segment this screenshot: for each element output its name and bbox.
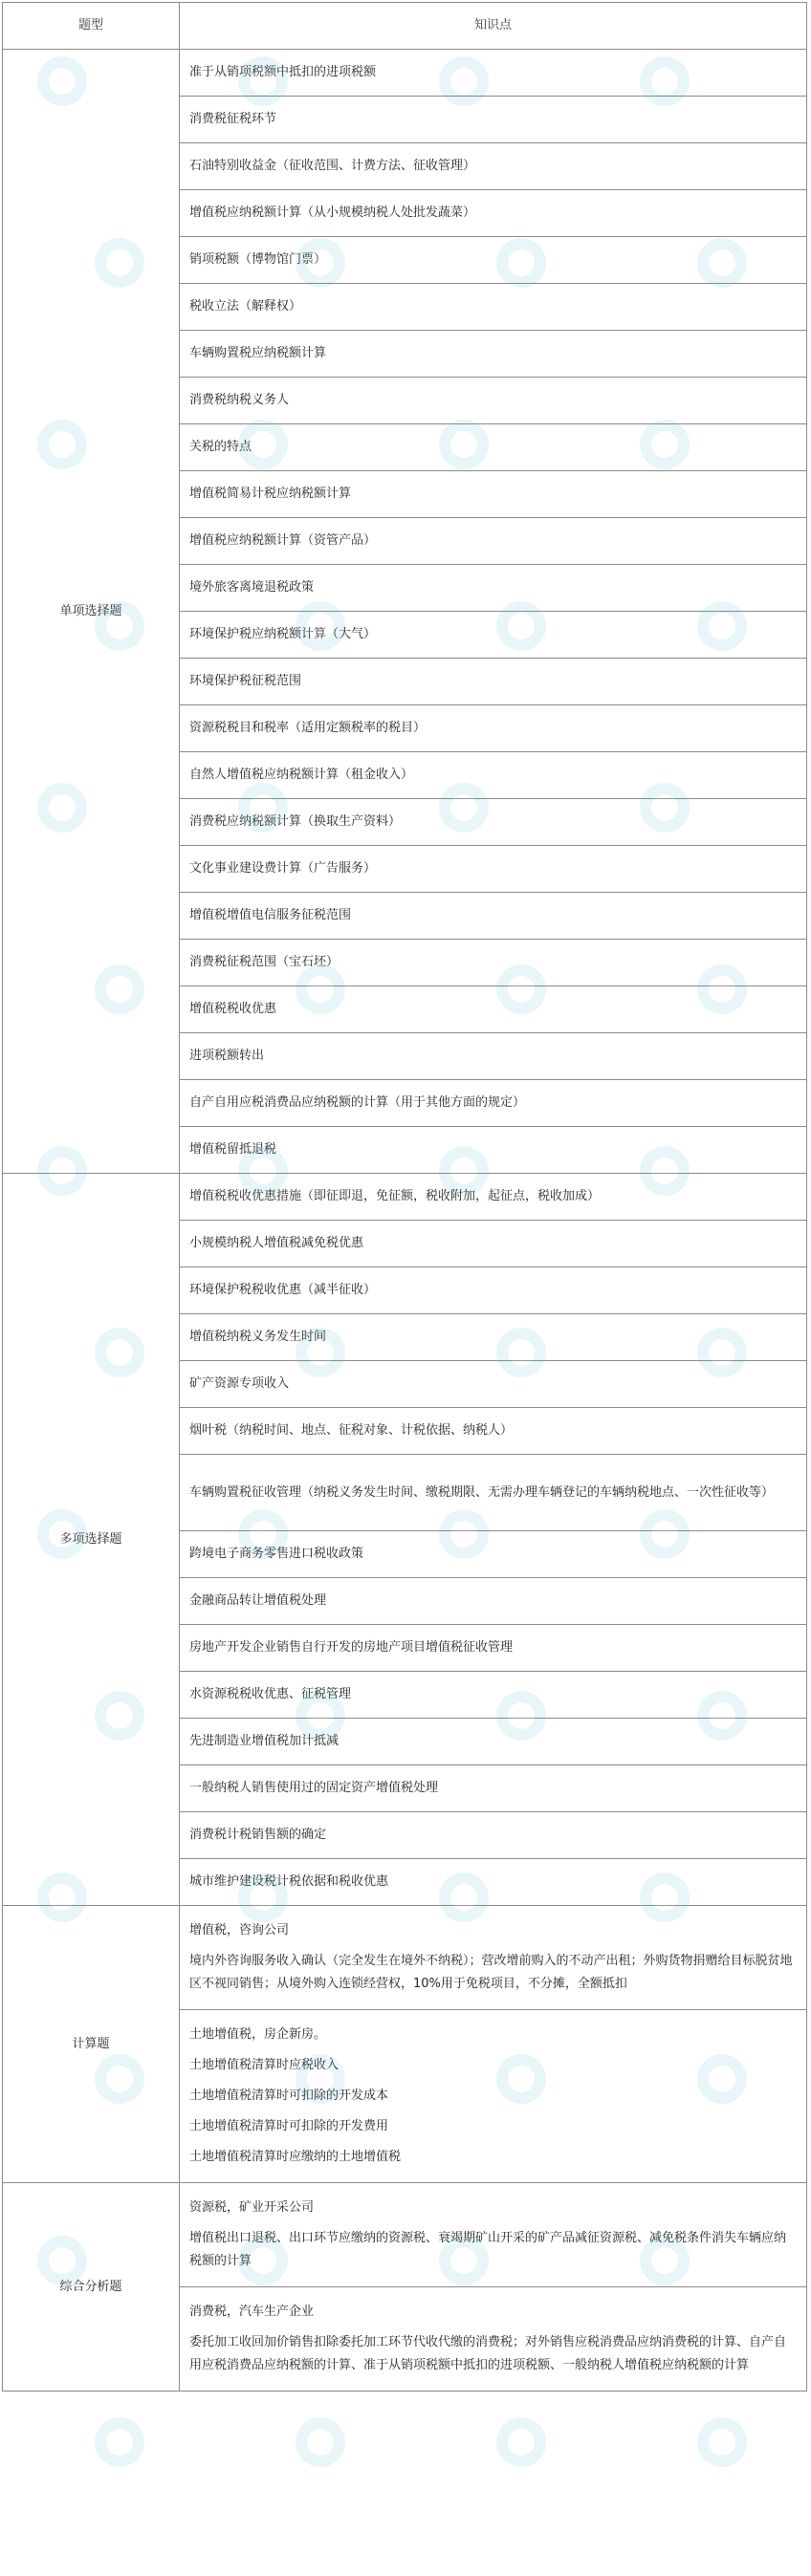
knowledge-point-cell: 消费税应纳税额计算（换取生产资料） — [180, 799, 807, 846]
header-question-type: 题型 — [3, 3, 180, 50]
knowledge-point-cell: 消费税征税环节 — [180, 97, 807, 143]
knowledge-point-block — [180, 2010, 807, 2183]
knowledge-point-cell: 环境保护税应纳税额计算（大气） — [180, 612, 807, 659]
knowledge-point-paragraph: 土地增值税清算时可扣除的开发成本 — [189, 2089, 389, 2103]
knowledge-point-cell: 增值税增值电信服务征税范围 — [180, 893, 807, 940]
knowledge-point-paragraph: 境内外咨询服务收入确认（完全发生在境外不纳税）；营改增前购入的不动产出租；外购货物捐赠给目标脱贫地区不视同销售；从境外购入连锁经营权，10%用于免税项目，不分摊，全额抵扣 — [189, 1954, 793, 1991]
knowledge-point-cell: 车辆购置税应纳税额计算 — [180, 331, 807, 378]
header-knowledge-point: 知识点 — [180, 3, 807, 50]
watermark-logo-icon — [689, 2409, 756, 2476]
knowledge-point-cell: 房地产开发企业销售自行开发的房地产项目增值税征收管理 — [180, 1625, 807, 1672]
knowledge-point-cell: 水资源税税收优惠、征税管理 — [180, 1672, 807, 1719]
question-type-cell: 综合分析题 — [3, 2183, 180, 2392]
knowledge-point-cell: 增值税应纳税额计算（从小规模纳税人处批发蔬菜） — [180, 190, 807, 237]
knowledge-point-cell: 增值税税收优惠措施（即征即退，免征额，税收附加，起征点，税收加成） — [180, 1174, 807, 1221]
question-type-cell: 单项选择题 — [3, 50, 180, 1174]
knowledge-point-cell: 增值税留抵退税 — [180, 1127, 807, 1174]
knowledge-point-cell: 销项税额（博物馆门票） — [180, 237, 807, 284]
knowledge-point-cell: 小规模纳税人增值税减免税优惠 — [180, 1221, 807, 1267]
knowledge-point-cell: 金融商品转让增值税处理 — [180, 1578, 807, 1625]
knowledge-point-cell: 消费税纳税义务人 — [180, 378, 807, 424]
knowledge-point-cell: 跨境电子商务零售进口税收政策 — [180, 1531, 807, 1578]
tax-knowledge-table — [2, 2, 807, 2392]
knowledge-point-block — [180, 2287, 807, 2392]
knowledge-point-paragraph: 增值税出口退税、出口环节应缴纳的资源税、衰竭期矿山开采的矿产品减征资源税、减免税条件消失车辆应纳税额的计算 — [189, 2231, 787, 2268]
table-row — [3, 50, 807, 97]
knowledge-point-paragraph: 土地增值税清算时可扣除的开发费用 — [189, 2119, 389, 2133]
knowledge-point-cell: 矿产资源专项收入 — [180, 1361, 807, 1408]
knowledge-point-cell: 增值税简易计税应纳税额计算 — [180, 471, 807, 518]
knowledge-point-cell: 车辆购置税征收管理（纳税义务发生时间、缴税期限、无需办理车辆登记的车辆纳税地点、一次性征收等） — [180, 1455, 807, 1531]
knowledge-point-cell: 增值税纳税义务发生时间 — [180, 1314, 807, 1361]
knowledge-point-paragraph: 消费税，汽车生产企业 — [189, 2305, 315, 2319]
knowledge-point-cell: 进项税额转出 — [180, 1033, 807, 1080]
knowledge-point-cell: 资源税税目和税率（适用定额税率的税目） — [180, 705, 807, 752]
knowledge-point-cell: 境外旅客离境退税政策 — [180, 565, 807, 612]
table-row — [3, 2183, 807, 2287]
knowledge-point-cell: 烟叶税（纳税时间、地点、征税对象、计税依据、纳税人） — [180, 1408, 807, 1455]
knowledge-point-cell: 准于从销项税额中抵扣的进项税额 — [180, 50, 807, 97]
knowledge-point-cell: 城市维护建设税计税依据和税收优惠 — [180, 1859, 807, 1906]
question-type-cell: 计算题 — [3, 1906, 180, 2183]
knowledge-point-cell: 消费税征税范围（宝石坯） — [180, 940, 807, 986]
watermark-logo-icon — [287, 2409, 354, 2476]
table-row — [3, 1174, 807, 1221]
watermark-logo-icon — [86, 2409, 153, 2476]
knowledge-point-block — [180, 1906, 807, 2010]
knowledge-point-cell: 增值税税收优惠 — [180, 986, 807, 1033]
knowledge-point-paragraph: 增值税，咨询公司 — [189, 1923, 290, 1937]
knowledge-point-cell: 文化事业建设费计算（广告服务） — [180, 846, 807, 893]
knowledge-point-block — [180, 2183, 807, 2287]
knowledge-point-paragraph: 土地增值税清算时应税收入 — [189, 2058, 340, 2072]
knowledge-point-cell: 石油特别收益金（征收范围、计费方法、征收管理） — [180, 143, 807, 190]
knowledge-point-cell: 一般纳税人销售使用过的固定资产增值税处理 — [180, 1765, 807, 1812]
knowledge-point-paragraph: 委托加工收回加价销售扣除委托加工环节代收代缴的消费税；对外销售应税消费品应纳消费税的计算、自产自用应税消费品应纳税额的计算、准于从销项税额中抵扣的进项税额、一般纳税人增值税应纳税额的计算 — [189, 2335, 787, 2372]
knowledge-point-paragraph: 资源税，矿业开采公司 — [189, 2200, 315, 2215]
knowledge-point-paragraph: 土地增值税清算时应缴纳的土地增值税 — [189, 2150, 402, 2164]
question-type-cell: 多项选择题 — [3, 1174, 180, 1906]
knowledge-point-cell: 自产自用应税消费品应纳税额的计算（用于其他方面的规定） — [180, 1080, 807, 1127]
knowledge-point-cell: 增值税应纳税额计算（资管产品） — [180, 518, 807, 565]
knowledge-point-cell: 消费税计税销售额的确定 — [180, 1812, 807, 1859]
knowledge-point-cell: 自然人增值税应纳税额计算（租金收入） — [180, 752, 807, 799]
knowledge-point-cell: 关税的特点 — [180, 424, 807, 471]
knowledge-point-cell: 税收立法（解释权） — [180, 284, 807, 331]
watermark-logo-icon — [488, 2409, 555, 2476]
knowledge-point-cell: 环境保护税税收优惠（减半征收） — [180, 1267, 807, 1314]
table-row — [3, 1906, 807, 2010]
knowledge-point-cell: 环境保护税征税范围 — [180, 659, 807, 705]
knowledge-point-cell: 先进制造业增值税加计抵减 — [180, 1719, 807, 1765]
knowledge-point-paragraph: 土地增值税，房企新房。 — [189, 2027, 327, 2042]
